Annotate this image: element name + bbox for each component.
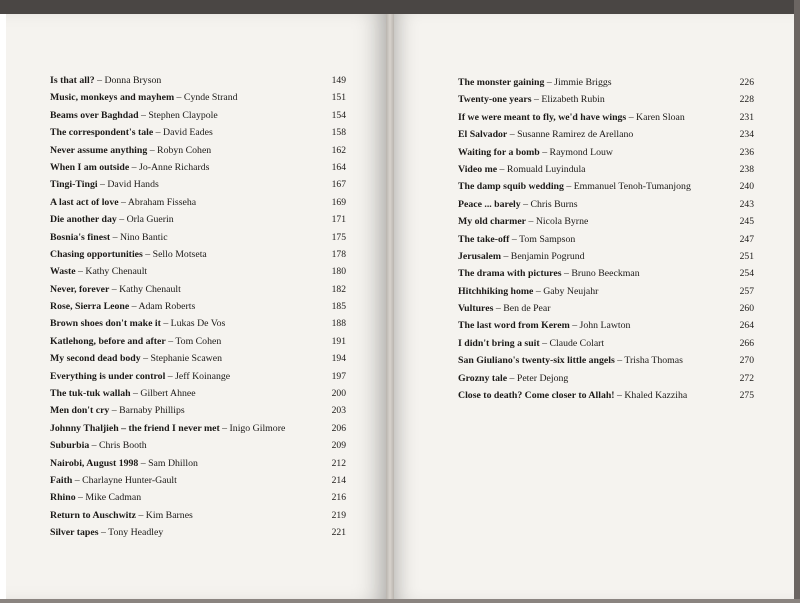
entry-author: Orla Guerin <box>126 214 174 226</box>
entry-title: Rhino <box>50 492 76 504</box>
entry-title: Johnny Thaljieh – the friend I never met <box>50 422 220 434</box>
entry-separator: – <box>501 250 511 262</box>
entry-title: Jerusalem <box>458 250 501 262</box>
entry-separator: – <box>97 179 108 191</box>
entry-title: If we were meant to fly, we'd have wings <box>458 111 627 123</box>
contents-entry <box>50 72 346 89</box>
entry-page-number: 238 <box>739 163 754 175</box>
contents-entry <box>458 300 754 317</box>
entry-title: Tingi-Tingi <box>50 179 98 191</box>
entry-author: Kim Barnes <box>145 509 193 521</box>
entry-author: Claude Colart <box>549 337 605 349</box>
entry-page-number: 212 <box>331 457 346 469</box>
contents-entry <box>50 124 346 141</box>
entry-separator: – <box>539 146 550 158</box>
contents-entry <box>50 472 346 489</box>
entry-title: When I am outside <box>50 161 130 173</box>
entry-author: Abraham Fisseha <box>127 196 197 208</box>
entry-author: Inigo Gilmore <box>229 422 286 434</box>
entry-title: Die another day <box>50 214 117 226</box>
entry-separator: – <box>138 457 149 469</box>
entry-separator: – <box>160 318 171 330</box>
contents-entry <box>50 142 346 159</box>
scan-top-band <box>0 0 800 14</box>
entry-page-number: 247 <box>739 233 754 245</box>
entry-author: Susanne Ramirez de Arellano <box>517 129 634 141</box>
entry-author: Stephanie Scawen <box>150 353 222 365</box>
contents-entry <box>458 196 754 213</box>
entry-title: Grozny tale <box>458 372 508 384</box>
entry-title: El Salvador <box>458 129 508 141</box>
entry-title: Silver tapes <box>50 527 99 539</box>
entry-author: Raymond Louw <box>549 146 613 158</box>
entry-page-number: 245 <box>739 216 754 228</box>
entry-page-number: 219 <box>331 509 346 521</box>
contents-entry <box>50 176 346 193</box>
entry-title: Video me <box>458 163 498 175</box>
entry-author: Elizabeth Rubin <box>541 94 605 106</box>
entry-title: The correspondent's tale <box>50 127 154 139</box>
entry-page-number: 270 <box>739 355 754 367</box>
entry-title: Men don't cry <box>50 405 110 417</box>
entry-author: Trisha Thomas <box>624 355 683 367</box>
entry-author: Adam Roberts <box>138 301 196 313</box>
entry-author: Donna Bryson <box>104 75 162 86</box>
entry-page-number: 197 <box>331 370 346 382</box>
contents-entry <box>50 333 346 350</box>
entry-author: Charlayne Hunter-Gault <box>82 474 177 486</box>
entry-separator: – <box>531 94 542 106</box>
entry-author: Jo-Anne Richards <box>139 161 210 173</box>
entry-page-number: 243 <box>739 198 754 210</box>
entry-separator: – <box>165 335 176 347</box>
entry-title: Beams over Baghdad <box>50 109 139 121</box>
contents-entry <box>50 368 346 385</box>
entry-title: Music, monkeys and mayhem <box>50 92 175 104</box>
entry-author: Barnaby Phillips <box>119 405 185 417</box>
entry-separator: – <box>75 266 86 278</box>
entry-title: The tuk-tuk wallah <box>50 388 131 400</box>
entry-author: Khaled Kazziha <box>624 390 688 402</box>
entry-page-number: 167 <box>331 179 346 191</box>
entry-page-number: 200 <box>331 388 346 400</box>
contents-entry <box>50 89 346 106</box>
entry-separator: – <box>614 390 625 402</box>
entry-author: Sello Motseta <box>152 248 207 260</box>
contents-entry <box>50 298 346 315</box>
entry-page-number: 236 <box>739 146 754 158</box>
entry-title: The last word from Kerem <box>458 320 570 332</box>
contents-entry <box>458 178 754 195</box>
contents-entry <box>458 144 754 161</box>
entry-title: Never assume anything <box>50 144 148 156</box>
contents-entry <box>50 402 346 419</box>
entry-page-number: 194 <box>331 353 346 365</box>
entry-author: Emmanuel Tenoh-Tumanjong <box>573 181 691 193</box>
entry-separator: – <box>109 283 120 295</box>
contents-entry <box>458 126 754 143</box>
entry-author: Tom Cohen <box>175 335 222 347</box>
entry-author: Benjamin Pogrund <box>510 250 585 262</box>
entry-author: John Lawton <box>579 320 631 332</box>
entry-separator: – <box>526 216 536 228</box>
contents-entry <box>458 265 754 282</box>
entry-separator: – <box>509 233 520 245</box>
contents-entry <box>50 159 346 176</box>
entry-page-number: 162 <box>331 144 346 156</box>
contents-entry <box>458 283 754 300</box>
entry-title: Nairobi, August 1998 <box>50 457 139 469</box>
entry-author: Mike Cadman <box>85 492 142 504</box>
contents-entry <box>458 161 754 178</box>
entry-page-number: 272 <box>739 372 754 384</box>
entry-separator: – <box>116 214 127 226</box>
entry-separator: – <box>140 353 151 365</box>
entry-separator: – <box>507 129 518 141</box>
entry-page-number: 226 <box>739 77 754 88</box>
entry-page-number: 234 <box>739 129 754 141</box>
entry-title: The damp squib wedding <box>458 181 564 193</box>
entry-separator: – <box>94 75 105 86</box>
entry-author: Sam Dhillon <box>148 457 198 469</box>
contents-entry <box>458 317 754 334</box>
entry-page-number: 169 <box>331 196 346 208</box>
entry-title: Bosnia's finest <box>50 231 111 243</box>
contents-entry <box>458 352 754 369</box>
entry-separator: – <box>569 320 580 332</box>
contents-entry <box>458 231 754 248</box>
entry-separator: – <box>626 111 637 123</box>
entry-author: Jeff Koinange <box>175 370 231 382</box>
entry-separator: – <box>219 422 230 434</box>
right-contents-list <box>458 74 754 404</box>
entry-page-number: 231 <box>739 111 754 123</box>
entry-title: My old charmer <box>458 216 527 228</box>
entry-title: Suburbia <box>50 440 90 452</box>
entry-author: Chris Booth <box>99 440 147 452</box>
entry-title: Rose, Sierra Leone <box>50 301 130 313</box>
entry-title: Is that all? <box>50 75 95 86</box>
entry-page-number: 188 <box>331 318 346 330</box>
entry-author: Romuald Luyindula <box>506 163 586 175</box>
entry-page-number: 221 <box>331 527 346 539</box>
contents-entry <box>50 107 346 124</box>
contents-entry <box>50 524 346 541</box>
entry-author: Gaby Neujahr <box>543 285 599 297</box>
entry-separator: – <box>497 163 507 175</box>
entry-author: David Eades <box>163 127 213 139</box>
entry-title: Waste <box>50 266 76 278</box>
entry-title: Waiting for a bomb <box>458 146 540 158</box>
contents-entry <box>50 489 346 506</box>
entry-separator: – <box>142 248 153 260</box>
contents-entry <box>50 246 346 263</box>
entry-page-number: 216 <box>331 492 346 504</box>
entry-author: Tom Sampson <box>519 233 576 245</box>
entry-title: Close to death? Come closer to Allah! <box>458 390 615 402</box>
contents-entry <box>458 248 754 265</box>
entry-separator: – <box>130 388 141 400</box>
entry-separator: – <box>174 92 184 104</box>
entry-author: Nino Bantic <box>119 231 168 243</box>
entry-separator: – <box>165 370 176 382</box>
entry-page-number: 185 <box>331 301 346 313</box>
entry-page-number: 171 <box>331 214 346 226</box>
entry-title: A last act of love <box>50 196 119 208</box>
entry-author: Nicola Byrne <box>535 216 589 228</box>
contents-entry <box>50 455 346 472</box>
entry-page-number: 180 <box>331 266 346 278</box>
entry-author: Kathy Chenault <box>85 266 148 278</box>
entry-page-number: 154 <box>331 109 346 121</box>
entry-separator: – <box>507 372 517 384</box>
entry-title: Twenty-one years <box>458 94 532 106</box>
contents-entry <box>458 370 754 387</box>
entry-author: David Hands <box>107 179 159 191</box>
entry-separator: – <box>153 127 164 139</box>
entry-separator: – <box>75 492 86 504</box>
contents-entry <box>50 194 346 211</box>
entry-title: Brown shoes don't make it <box>50 318 161 330</box>
entry-separator: – <box>129 161 139 173</box>
contents-entry <box>458 335 754 352</box>
contents-entry <box>50 211 346 228</box>
entry-separator: – <box>533 285 544 297</box>
entry-page-number: 164 <box>331 161 346 173</box>
entry-title: Hitchhiking home <box>458 285 534 297</box>
contents-entry <box>458 109 754 126</box>
entry-author: Cynde Strand <box>183 92 238 104</box>
contents-entry <box>458 91 754 108</box>
entry-title: I didn't bring a suit <box>458 337 540 349</box>
entry-title: The drama with pictures <box>458 268 562 280</box>
contents-entry <box>50 437 346 454</box>
entry-separator: – <box>118 196 128 208</box>
entry-page-number: 178 <box>331 248 346 260</box>
entry-page-number: 191 <box>331 335 346 347</box>
scan-bottom-edge <box>0 599 800 603</box>
contents-entry <box>458 387 754 404</box>
contents-entry <box>50 350 346 367</box>
entry-author: Lukas De Vos <box>170 318 226 330</box>
entry-page-number: 264 <box>739 320 754 332</box>
entry-page-number: 151 <box>331 92 346 104</box>
entry-page-number: 240 <box>739 181 754 193</box>
entry-separator: – <box>72 474 83 486</box>
entry-page-number: 228 <box>739 94 754 106</box>
entry-title: Everything is under control <box>50 370 166 382</box>
entry-author: Stephen Claypole <box>148 109 218 121</box>
entry-title: Katlehong, before and after <box>50 335 166 347</box>
contents-entry <box>50 315 346 332</box>
entry-separator: – <box>129 301 139 313</box>
entry-separator: – <box>109 405 120 417</box>
entry-page-number: 214 <box>331 474 346 486</box>
entry-separator: – <box>561 268 572 280</box>
entry-author: Karen Sloan <box>636 111 685 123</box>
contents-entry <box>458 213 754 230</box>
entry-title: Return to Auschwitz <box>50 509 136 521</box>
entry-page-number: 149 <box>331 75 346 86</box>
entry-page-number: 275 <box>739 390 754 402</box>
entry-title: The take-off <box>458 233 510 245</box>
entry-title: Faith <box>50 474 73 486</box>
entry-author: Kathy Chenault <box>119 283 181 295</box>
entry-separator: – <box>520 198 531 210</box>
contents-entry <box>50 420 346 437</box>
entry-separator: – <box>138 109 149 121</box>
entry-page-number: 266 <box>739 337 754 349</box>
entry-page-number: 175 <box>331 231 346 243</box>
entry-page-number: 206 <box>331 422 346 434</box>
entry-separator: – <box>110 231 120 243</box>
entry-separator: – <box>136 509 146 521</box>
entry-title: Vultures <box>458 303 494 315</box>
entry-author: Robyn Cohen <box>157 144 212 156</box>
entry-separator: – <box>544 77 555 88</box>
entry-separator: – <box>147 144 158 156</box>
entry-separator: – <box>563 181 574 193</box>
entry-page-number: 257 <box>739 285 754 297</box>
entry-author: Ben de Pear <box>503 303 551 315</box>
entry-title: My second dead body <box>50 353 141 365</box>
entry-title: Peace ... barely <box>458 198 521 210</box>
contents-entry <box>50 385 346 402</box>
entry-author: Peter Dejong <box>516 372 569 384</box>
entry-separator: – <box>89 440 100 452</box>
entry-title: San Giuliano's twenty-six little angels <box>458 355 615 367</box>
entry-separator: – <box>493 303 504 315</box>
entry-page-number: 260 <box>739 303 754 315</box>
book-gutter <box>386 14 394 599</box>
entry-page-number: 182 <box>331 283 346 295</box>
entry-author: Jimmie Briggs <box>554 77 612 88</box>
entry-title: Never, forever <box>50 283 110 295</box>
entry-author: Chris Burns <box>530 198 578 210</box>
entry-separator: – <box>98 527 109 539</box>
entry-title: The monster gaining <box>458 77 545 88</box>
scan-right-edge <box>794 0 800 603</box>
contents-entry <box>458 74 754 91</box>
entry-page-number: 158 <box>331 127 346 139</box>
entry-page-number: 254 <box>739 268 754 280</box>
entry-page-number: 251 <box>739 250 754 262</box>
contents-entry <box>50 229 346 246</box>
contents-entry <box>50 507 346 524</box>
entry-title: Chasing opportunities <box>50 248 143 260</box>
entry-author: Bruno Beeckman <box>571 268 640 280</box>
entry-separator: – <box>539 337 550 349</box>
entry-page-number: 203 <box>331 405 346 417</box>
entry-separator: – <box>614 355 625 367</box>
entry-page-number: 209 <box>331 440 346 452</box>
entry-author: Tony Headley <box>108 527 164 539</box>
entry-author: Gilbert Ahnee <box>140 388 196 400</box>
contents-entry <box>50 281 346 298</box>
left-contents-list <box>50 72 346 542</box>
contents-entry <box>50 263 346 280</box>
